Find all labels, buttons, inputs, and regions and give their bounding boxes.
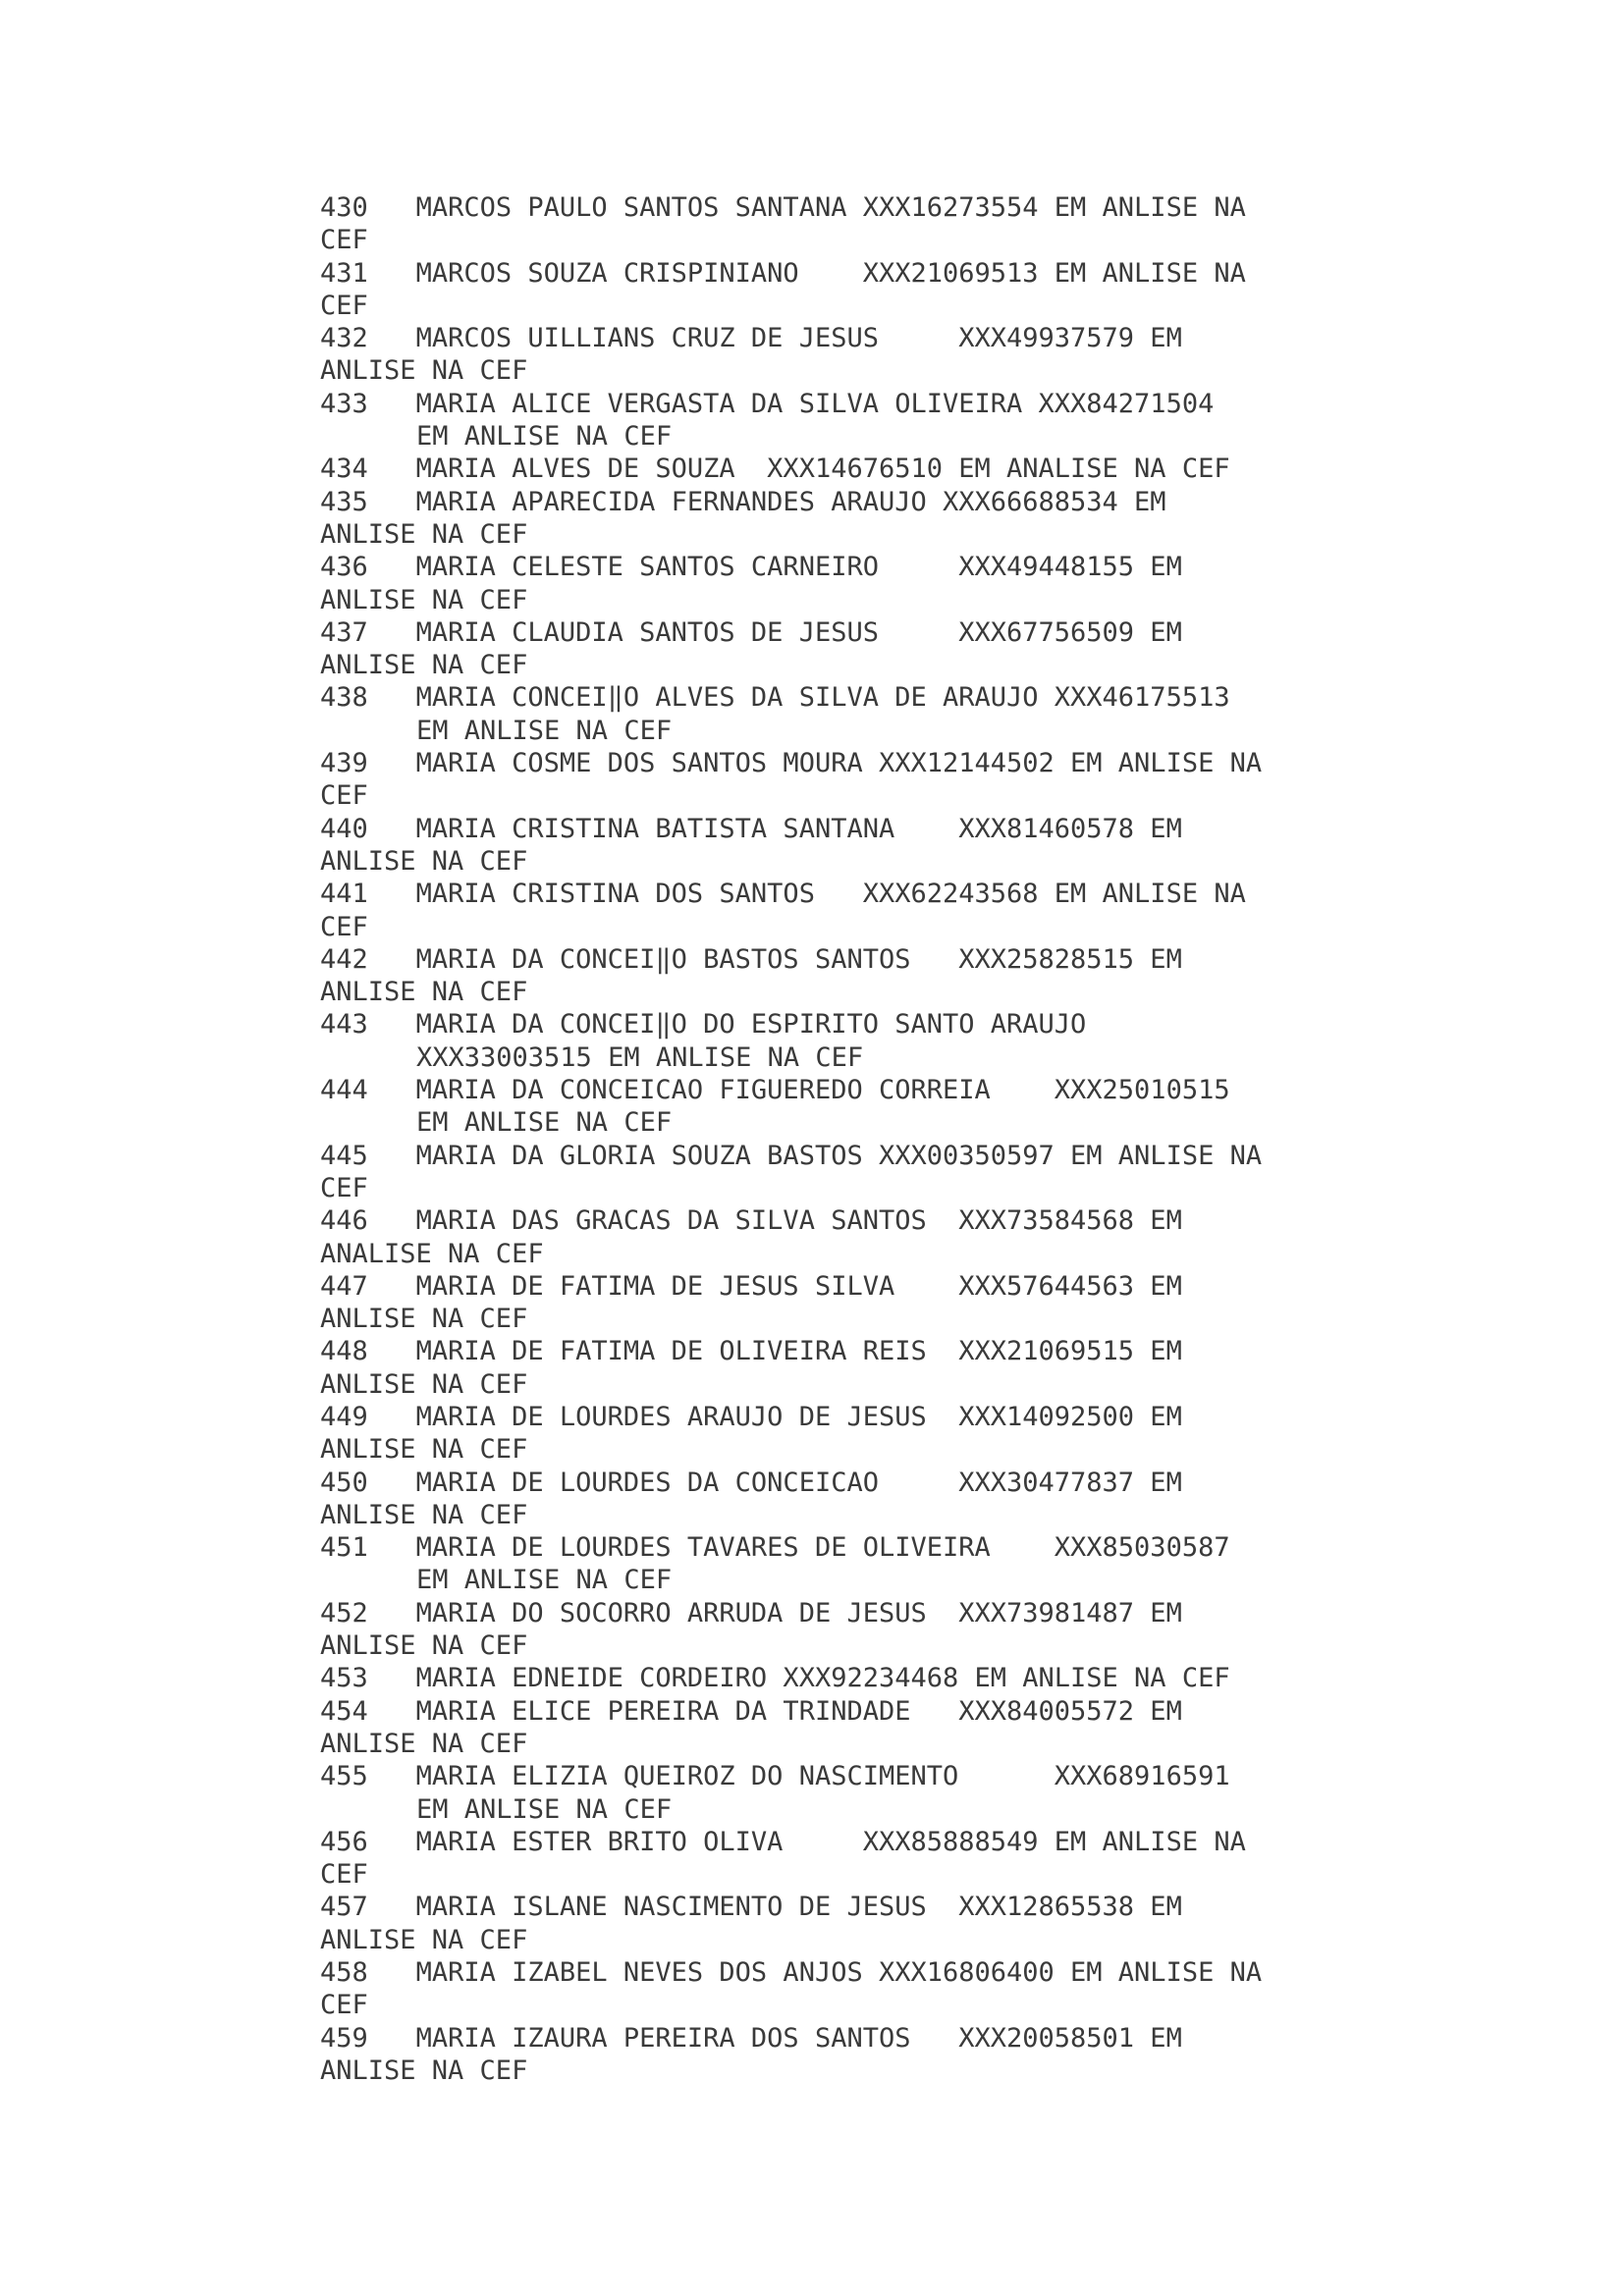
entry-text: MARIA DA CONCEI‖O BASTOS SANTOS XXX25828515 EM	[415, 943, 1182, 975]
entry-text: MARIA DA CONCEICAO FIGUEREDO CORREIA XXX25010515	[415, 1075, 1230, 1106]
entry-number: 444	[320, 1075, 368, 1106]
list-item	[320, 943, 1312, 1009]
entry-text: MARCOS SOUZA CRISPINIANO XXX21069513 EM ANLISE NA	[415, 257, 1246, 289]
entry-gap	[368, 258, 416, 289]
list-item	[320, 1956, 1312, 2022]
entry-number: 441	[320, 879, 368, 910]
entry-first-line	[320, 943, 1312, 976]
entry-gap	[368, 1827, 416, 1857]
entry-continuation-line: ANLISE NA CEF	[320, 1630, 528, 1662]
entry-first-line	[320, 322, 1312, 354]
entry-text: MARIA CRISTINA DOS SANTOS XXX62243568 EM ANLISE NA	[415, 879, 1246, 910]
entry-number: 458	[320, 1957, 368, 1989]
entry-continuation-line: ANLISE NA CEF	[320, 2055, 528, 2086]
entry-gap	[368, 1009, 416, 1040]
entry-first-line	[320, 2022, 1312, 2055]
entry-gap	[368, 487, 416, 517]
entry-text: MARIA DAS GRACAS DA SILVA SANTOS XXX73584568 EM	[415, 1205, 1182, 1237]
entry-text: MARIA DE FATIMA DE OLIVEIRA REIS XXX21069515 EM	[415, 1336, 1182, 1367]
entry-gap	[368, 2023, 416, 2054]
list-item	[320, 1597, 1312, 1663]
entry-continuation-line: CEF	[320, 1172, 368, 1203]
entry-continuation-line: ANLISE NA CEF	[320, 650, 528, 681]
entry-number: 445	[320, 1140, 368, 1171]
entry-number: 434	[320, 454, 368, 485]
entry-continuation-line: ANLISE NA CEF	[320, 1499, 528, 1530]
entry-gap	[368, 879, 416, 909]
list-item	[320, 1760, 1312, 1826]
entry-number: 450	[320, 1467, 368, 1498]
entry-continuation-line: EM ANLISE NA CEF	[416, 421, 673, 453]
entry-continuation-line: ANALISE NA CEF	[320, 1238, 544, 1269]
entry-continuation-line: EM ANLISE NA CEF	[416, 715, 673, 746]
entry-gap	[368, 1663, 416, 1693]
entry-text: MARIA ISLANE NASCIMENTO DE JESUS XXX12865538 EM	[415, 1892, 1182, 1923]
entry-continuation-line: ANLISE NA CEF	[320, 518, 528, 550]
entry-text: MARIA ELICE PEREIRA DA TRINDADE XXX84005572 EM	[415, 1695, 1182, 1727]
entry-number: 452	[320, 1597, 368, 1629]
entry-first-line	[320, 1531, 1312, 1564]
entry-text: MARIA ALICE VERGASTA DA SILVA OLIVEIRA XXX84271504	[415, 388, 1215, 419]
entry-gap	[368, 682, 416, 713]
entry-gap	[368, 944, 416, 975]
entry-first-line	[320, 551, 1312, 583]
entry-continuation-line: ANLISE NA CEF	[320, 1728, 528, 1759]
entry-first-line	[320, 191, 1312, 224]
entry-text: MARIA CELESTE SANTOS CARNEIRO XXX49448155 EM	[415, 552, 1182, 583]
entry-first-line	[320, 1335, 1312, 1367]
entry-first-line	[320, 1401, 1312, 1433]
entry-first-line	[320, 1662, 1312, 1694]
entry-first-line	[320, 1140, 1312, 1172]
entry-first-line	[320, 1760, 1312, 1792]
entry-first-line	[320, 813, 1312, 845]
list-item	[320, 388, 1312, 454]
entry-number: 437	[320, 616, 368, 648]
entry-text: MARIA COSME DOS SANTOS MOURA XXX12144502 EM ANLISE NA	[415, 748, 1263, 779]
entry-text: MARIA APARECIDA FERNANDES ARAUJO XXX66688534 EM	[415, 486, 1166, 517]
entry-text: MARIA ELIZIA QUEIROZ DO NASCIMENTO XXX68916591	[415, 1761, 1230, 1792]
entry-text: MARIA CLAUDIA SANTOS DE JESUS XXX67756509 EM	[415, 616, 1182, 648]
entry-number: 430	[320, 192, 368, 223]
entry-text: MARIA DE LOURDES TAVARES DE OLIVEIRA XXX85030587	[415, 1532, 1230, 1564]
entry-first-line	[320, 1467, 1312, 1499]
entry-gap	[368, 748, 416, 778]
list-item	[320, 1531, 1312, 1597]
entry-text: MARIA ESTER BRITO OLIVA XXX85888549 EM ANLISE NA	[415, 1826, 1246, 1857]
list-item	[320, 1826, 1312, 1892]
list-item	[320, 257, 1312, 323]
entry-first-line	[320, 1597, 1312, 1629]
entry-gap	[368, 1271, 416, 1302]
applicant-list	[320, 191, 1312, 2087]
list-item	[320, 551, 1312, 616]
list-item	[320, 681, 1312, 747]
entry-first-line	[320, 1826, 1312, 1858]
entry-number: 439	[320, 748, 368, 779]
entry-number: 442	[320, 943, 368, 975]
entry-number: 433	[320, 388, 368, 419]
list-item	[320, 2022, 1312, 2088]
entry-text: MARIA ALVES DE SOUZA XXX14676510 EM ANALISE NA CEF	[415, 454, 1230, 485]
entry-continuation-line: EM ANLISE NA CEF	[416, 1107, 673, 1139]
entry-number: 456	[320, 1826, 368, 1857]
list-item	[320, 1467, 1312, 1532]
entry-first-line	[320, 1956, 1312, 1989]
entry-first-line	[320, 747, 1312, 779]
entry-number: 455	[320, 1761, 368, 1792]
entry-gap	[368, 1205, 416, 1236]
list-item	[320, 1270, 1312, 1336]
list-item	[320, 322, 1312, 388]
entry-continuation-line: ANLISE NA CEF	[320, 1924, 528, 1955]
entry-text: MARIA DA GLORIA SOUZA BASTOS XXX00350597 EM ANLISE NA	[415, 1140, 1263, 1171]
entry-number: 446	[320, 1205, 368, 1237]
entry-text: MARIA DE LOURDES ARAUJO DE JESUS XXX14092500 EM	[415, 1401, 1182, 1432]
entry-continuation-line: ANLISE NA CEF	[320, 977, 528, 1008]
entry-first-line	[320, 1204, 1312, 1237]
entry-number: 453	[320, 1663, 368, 1694]
entry-gap	[368, 1957, 416, 1988]
entry-continuation-line: CEF	[320, 911, 368, 942]
list-item	[320, 453, 1312, 485]
entry-continuation-line: CEF	[320, 290, 368, 321]
list-item	[320, 1074, 1312, 1140]
entry-first-line	[320, 257, 1312, 290]
list-item	[320, 1204, 1312, 1270]
entry-text: MARIA DE LOURDES DA CONCEICAO XXX30477837 EM	[415, 1467, 1182, 1498]
entry-continuation-line: EM ANLISE NA CEF	[416, 1793, 673, 1825]
entry-number: 448	[320, 1336, 368, 1367]
entry-gap	[368, 323, 416, 353]
entry-continuation-line: ANLISE NA CEF	[320, 1368, 528, 1400]
entry-number: 432	[320, 323, 368, 354]
entry-number: 454	[320, 1695, 368, 1727]
entry-number: 451	[320, 1532, 368, 1564]
entry-gap	[368, 454, 416, 484]
entry-text: MARIA DE FATIMA DE JESUS SILVA XXX57644563 EM	[415, 1270, 1182, 1302]
entry-gap	[368, 1402, 416, 1432]
entry-number: 457	[320, 1892, 368, 1923]
entry-text: MARCOS UILLIANS CRUZ DE JESUS XXX49937579 EM	[415, 323, 1182, 354]
entry-text: MARCOS PAULO SANTOS SANTANA XXX16273554 EM ANLISE NA	[415, 192, 1246, 223]
entry-number: 436	[320, 552, 368, 583]
entry-gap	[368, 552, 416, 582]
entry-first-line	[320, 681, 1312, 714]
entry-continuation-line: CEF	[320, 1990, 368, 2021]
entry-gap	[368, 389, 416, 419]
entry-continuation-line: ANLISE NA CEF	[320, 1304, 528, 1335]
entry-first-line	[320, 1008, 1312, 1041]
entry-first-line	[320, 1270, 1312, 1303]
entry-text: MARIA CRISTINA BATISTA SANTANA XXX81460578 EM	[415, 813, 1182, 844]
entry-number: 435	[320, 486, 368, 517]
entry-continuation-line: CEF	[320, 225, 368, 256]
list-item	[320, 747, 1312, 813]
entry-gap	[368, 1892, 416, 1922]
entry-gap	[368, 1532, 416, 1563]
entry-first-line	[320, 388, 1312, 420]
list-item	[320, 1335, 1312, 1401]
entry-gap	[368, 1696, 416, 1727]
list-item	[320, 813, 1312, 879]
entry-first-line	[320, 1695, 1312, 1728]
entry-gap	[368, 617, 416, 648]
list-item	[320, 1891, 1312, 1956]
entry-gap	[368, 192, 416, 223]
entry-first-line	[320, 486, 1312, 518]
entry-continuation-line: XXX33003515 EM ANLISE NA CEF	[416, 1041, 864, 1073]
entry-gap	[368, 1141, 416, 1171]
entry-text: MARIA IZAURA PEREIRA DOS SANTOS XXX20058501 EM	[415, 2022, 1182, 2054]
entry-first-line	[320, 453, 1312, 485]
entry-gap	[368, 1468, 416, 1498]
entry-gap	[368, 1075, 416, 1105]
entry-first-line	[320, 1891, 1312, 1923]
entry-continuation-line: CEF	[320, 780, 368, 812]
entry-number: 459	[320, 2022, 368, 2054]
list-item	[320, 191, 1312, 257]
entry-gap	[368, 1598, 416, 1629]
entry-continuation-line: EM ANLISE NA CEF	[416, 1565, 673, 1596]
entry-text: MARIA DA CONCEI‖O DO ESPIRITO SANTO ARAUJO	[415, 1009, 1087, 1041]
entry-text: MARIA EDNEIDE CORDEIRO XXX92234468 EM ANLISE NA CEF	[415, 1663, 1230, 1694]
entry-gap	[368, 1336, 416, 1366]
list-item	[320, 1140, 1312, 1205]
entry-first-line	[320, 616, 1312, 649]
entry-text: MARIA IZABEL NEVES DOS ANJOS XXX16806400 EM ANLISE NA	[415, 1957, 1263, 1989]
list-item	[320, 1662, 1312, 1694]
list-item	[320, 616, 1312, 682]
entry-continuation-line: CEF	[320, 1859, 368, 1891]
entry-text: MARIA CONCEI‖O ALVES DA SILVA DE ARAUJO XXX46175513	[415, 682, 1230, 714]
entry-number: 449	[320, 1401, 368, 1432]
entry-continuation-line: ANLISE NA CEF	[320, 584, 528, 615]
entry-gap	[368, 814, 416, 844]
entry-number: 443	[320, 1009, 368, 1041]
list-item	[320, 486, 1312, 552]
entry-text: MARIA DO SOCORRO ARRUDA DE JESUS XXX73981487 EM	[415, 1597, 1182, 1629]
list-item	[320, 1695, 1312, 1761]
entry-continuation-line: ANLISE NA CEF	[320, 1434, 528, 1466]
entry-first-line	[320, 1074, 1312, 1106]
entry-gap	[368, 1761, 416, 1791]
entry-continuation-line: ANLISE NA CEF	[320, 845, 528, 877]
entry-number: 431	[320, 257, 368, 289]
entry-continuation-line: ANLISE NA CEF	[320, 355, 528, 387]
entry-first-line	[320, 878, 1312, 910]
entry-number: 440	[320, 813, 368, 844]
entry-number: 447	[320, 1270, 368, 1302]
entry-number: 438	[320, 682, 368, 714]
list-item	[320, 1008, 1312, 1074]
list-item	[320, 878, 1312, 943]
list-item	[320, 1401, 1312, 1467]
